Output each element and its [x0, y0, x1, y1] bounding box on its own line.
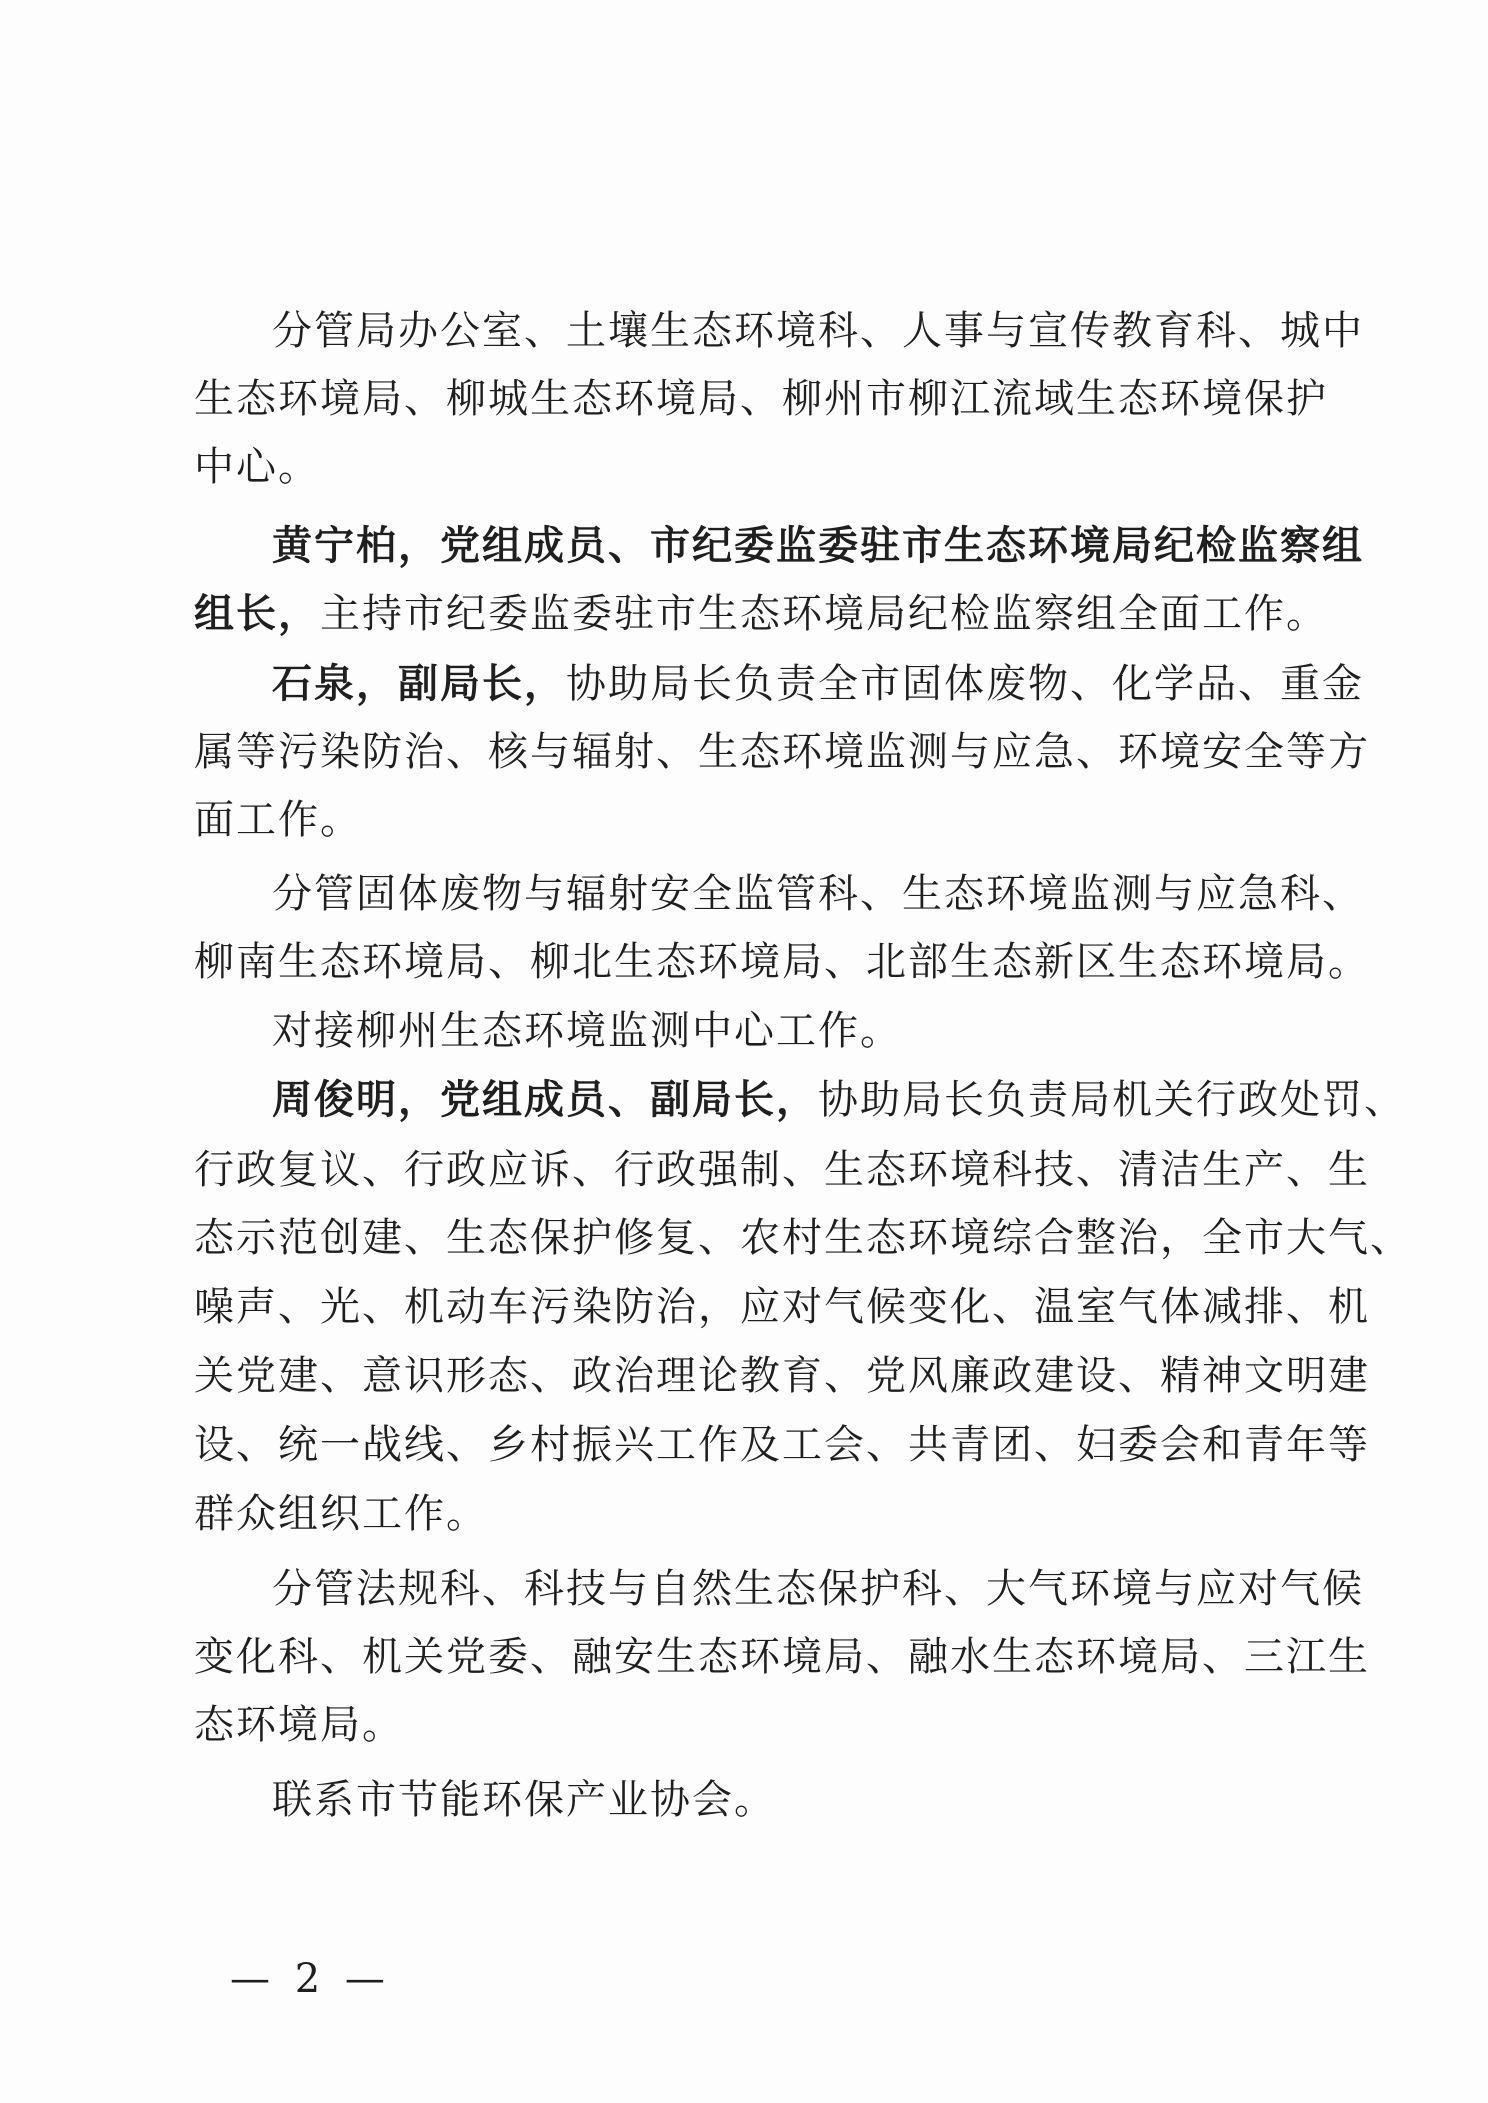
paragraph-line [194, 1352, 1370, 1400]
paragraph-line [194, 1214, 1412, 1262]
paragraph-line [194, 1421, 1370, 1469]
paragraph-line [194, 1490, 1304, 1538]
line-text: 属等污染防治、核与辐射、生态环境监测与应急、环境安全等方 [194, 729, 1370, 775]
line-text: 分管法规科、科技与自然生态保护科、大气环境与应对气候 [272, 1566, 1364, 1612]
bold-lead: 周俊明，党组成员、副局长， [272, 1077, 818, 1123]
line-text: 主持市纪委监委驻市生态环境局纪检监察组全面工作。 [320, 591, 1328, 637]
paragraph-line [194, 728, 1370, 776]
bold-lead: 石泉，副局长， [272, 661, 566, 707]
line-text: 协助局长负责全市固体废物、化学品、重金 [566, 661, 1364, 707]
line-text: 分管固体废物与辐射安全监管科、生态环境监测与应急科、 [272, 871, 1364, 917]
paragraph-line [272, 1565, 1364, 1613]
paragraph-line [194, 1283, 1370, 1331]
paragraph-line [194, 1701, 1304, 1749]
paragraph-line [272, 1007, 1304, 1055]
paragraph-line [272, 1776, 1304, 1824]
paragraph-line [194, 796, 1304, 844]
bold-lead: 黄宁柏，党组成员、市纪委监委驻市生态环境局纪检监察组 [272, 523, 1364, 569]
line-text: 协助局长负责局机关行政处罚、 [818, 1077, 1406, 1123]
line-text: 设、统一战线、乡村振兴工作及工会、共青团、妇委会和青年等 [194, 1422, 1370, 1468]
bold-lead: 组长， [194, 591, 320, 637]
line-text: 分管局办公室、土壤生态环境科、人事与宣传教育科、城中 [272, 308, 1364, 354]
paragraph-line [272, 870, 1364, 918]
paragraph-line [194, 590, 1328, 638]
paragraph-line [194, 1146, 1370, 1194]
paragraph-line [272, 522, 1364, 570]
line-text: 生态环境局、柳城生态环境局、柳州市柳江流域生态环境保护 [194, 376, 1328, 422]
line-text: 态环境局。 [194, 1702, 404, 1748]
paragraph-line [272, 307, 1364, 355]
line-text: 行政复议、行政应诉、行政强制、生态环境科技、清洁生产、生 [194, 1147, 1370, 1193]
line-text: 对接柳州生态环境监测中心工作。 [272, 1008, 902, 1054]
paragraph-line [272, 1076, 1406, 1124]
paragraph-line [272, 660, 1364, 708]
paragraph-line [194, 375, 1328, 423]
page-number: — 2 — [230, 1956, 391, 2002]
line-text: 柳南生态环境局、柳北生态环境局、北部生态新区生态环境局。 [194, 939, 1370, 985]
line-text: 态示范创建、生态保护修复、农村生态环境综合整治，全市大气、 [194, 1215, 1412, 1261]
line-text: 面工作。 [194, 797, 362, 843]
paragraph-line [194, 1633, 1370, 1681]
paragraph-line [194, 938, 1370, 986]
line-text: 变化科、机关党委、融安生态环境局、融水生态环境局、三江生 [194, 1634, 1370, 1680]
line-text: 群众组织工作。 [194, 1491, 488, 1537]
line-text: 联系市节能环保产业协会。 [272, 1777, 776, 1823]
line-text: 噪声、光、机动车污染防治，应对气候变化、温室气体减排、机 [194, 1284, 1370, 1330]
line-text: 中心。 [194, 444, 320, 490]
line-text: 关党建、意识形态、政治理论教育、党风廉政建设、精神文明建 [194, 1353, 1370, 1399]
paragraph-line [194, 443, 1304, 491]
